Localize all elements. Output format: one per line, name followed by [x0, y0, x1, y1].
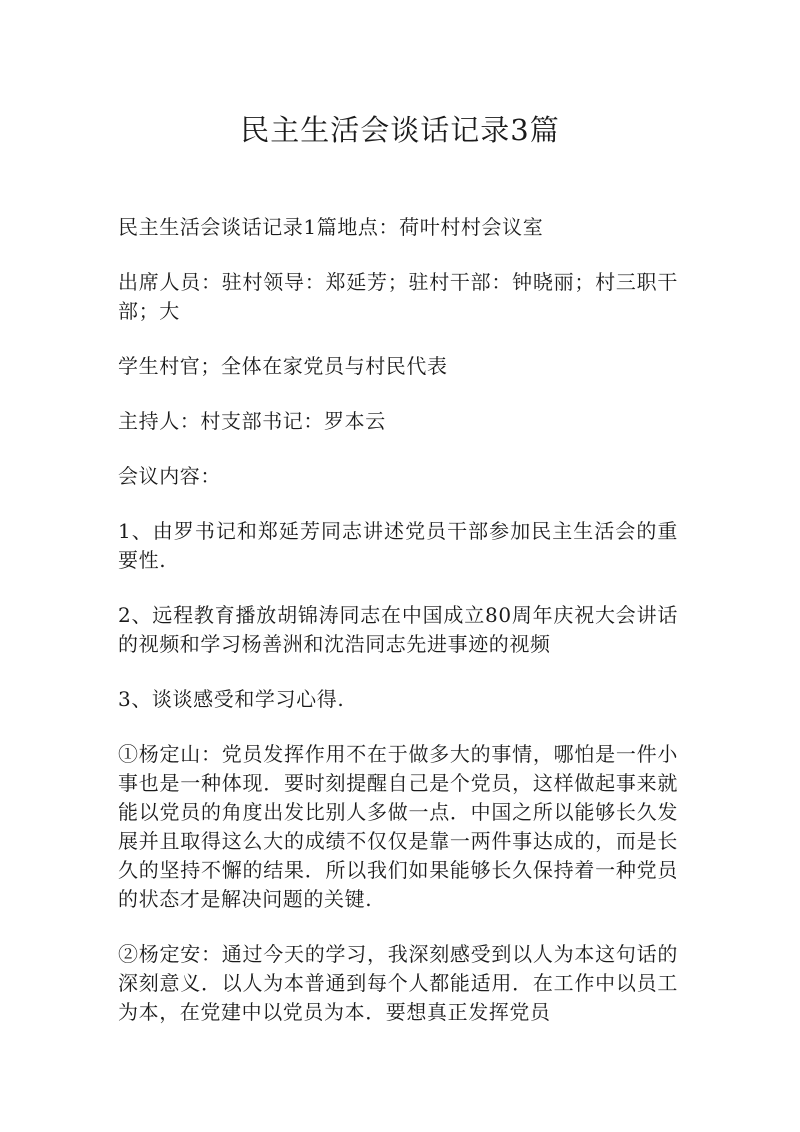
document-body [118, 213, 678, 1053]
document-title: 民主生活会谈话记录3篇 [240, 113, 560, 147]
paragraph-meeting-location: 民主生活会谈话记录1篇地点：荷叶村村会议室 [118, 215, 544, 239]
paragraph-attendees: 出席人员：驻村领导：郑延芳；驻村干部：钟晓丽；村三职干部；大 [118, 270, 678, 323]
paragraph-attendees-continued: 学生村官；全体在家党员与村民代表 [118, 354, 448, 378]
paragraph-host: 主持人：村支部书记：罗本云 [118, 409, 386, 433]
paragraph-item-3: 3、谈谈感受和学习心得. [118, 687, 345, 711]
paragraph-speaker-yang-dingshan: ①杨定山：党员发挥作用不在于做多大的事情，哪怕是一件小事也是一种体现．要时刻提醒自己是个党员，这样做起事来就能以党员的角度出发比别人多做一点．中国之所以能够长久发展并且取得这么大的成绩不仅仅是靠一两件事达成的，而是长久的坚持不懈的结果．所以我们如果能够长久保持着一种党员的状态才是解决问题的关键. [118, 742, 678, 911]
paragraph-item-2: 2、远程教育播放胡锦涛同志在中国成立80周年庆祝大会讲话的视频和学习杨善洲和沈浩同志先进事迹的视频 [118, 603, 678, 656]
paragraph-item-1: 1、由罗书记和郑延芳同志讲述党员干部参加民主生活会的重要性. [118, 519, 678, 572]
paragraph-speaker-yang-dingan: ②杨定安：通过今天的学习，我深刻感受到以人为本这句话的深刻意义．以人为本普通到每个人都能适用．在工作中以员工为本，在党建中以党员为本．要想真正发挥党员 [118, 942, 678, 1024]
paragraph-meeting-content-heading: 会议内容： [118, 464, 221, 488]
